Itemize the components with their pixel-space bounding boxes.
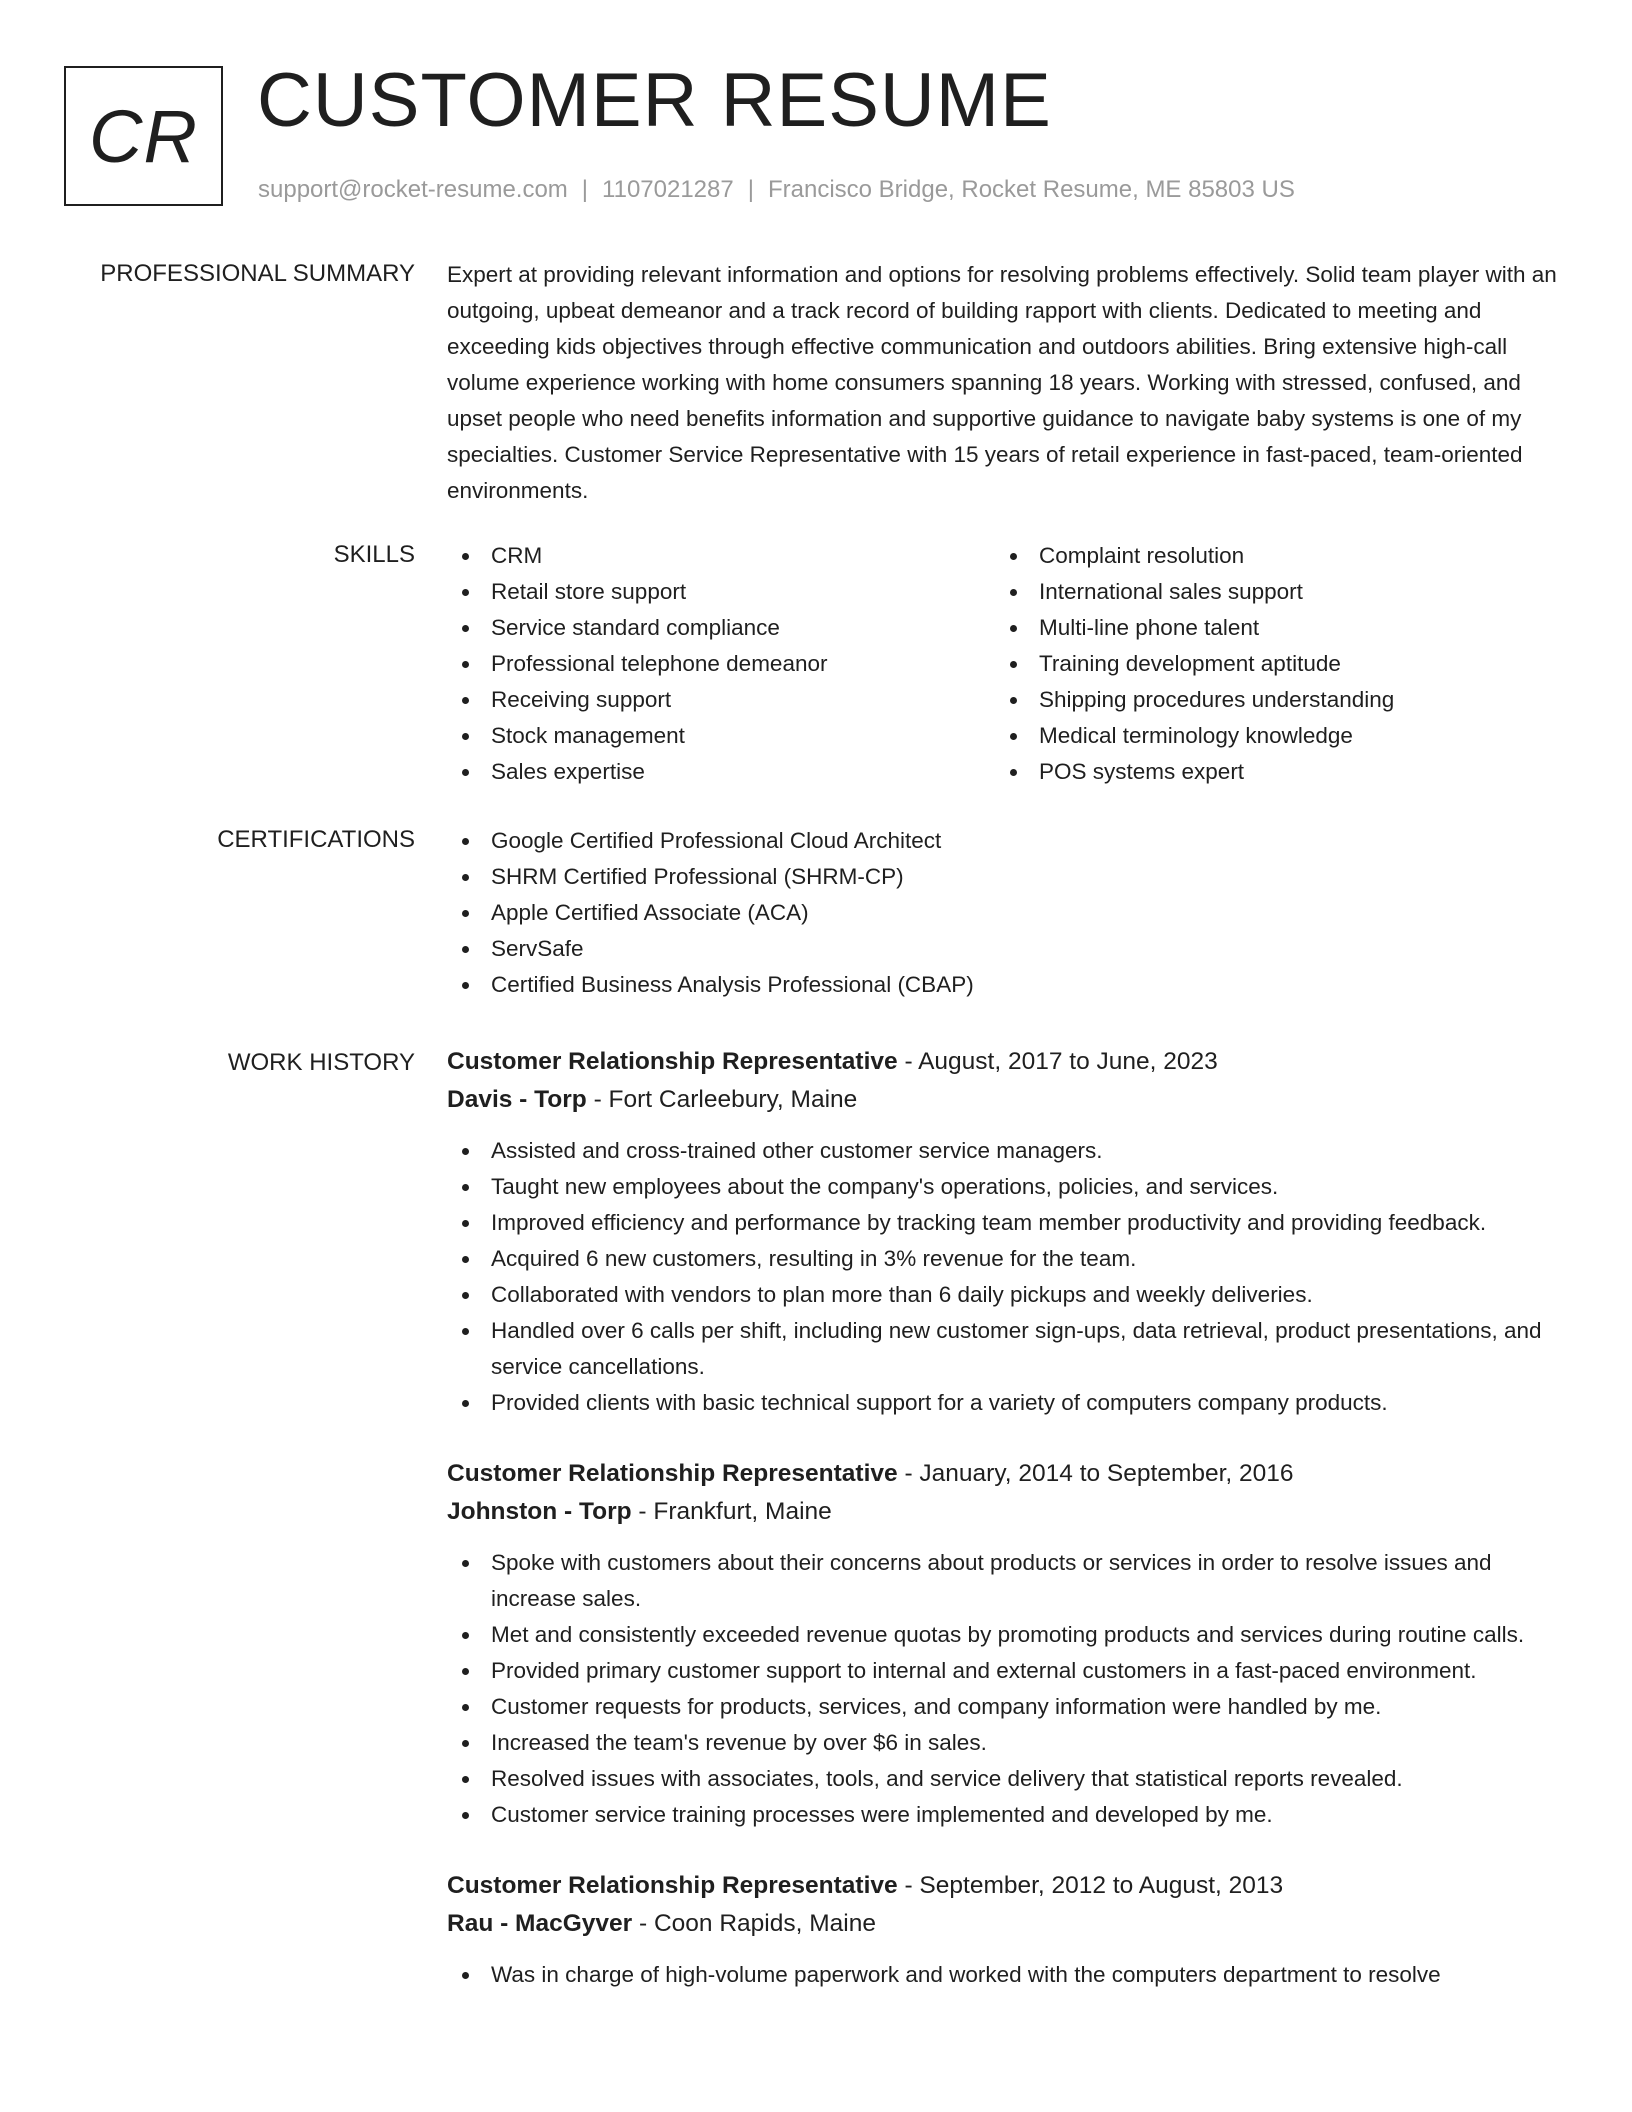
resume-name: CUSTOMER RESUME <box>257 58 1052 143</box>
job-duty-item: Assisted and cross-trained other customer service managers. <box>447 1133 1562 1169</box>
skill-item: Shipping procedures understanding <box>995 682 1543 718</box>
job-title-line <box>447 1043 1562 1081</box>
job-duty-item: Customer requests for products, services, and company information were handled by me. <box>447 1689 1562 1725</box>
skill-item: Stock management <box>447 718 995 754</box>
contact-address: Francisco Bridge, Rocket Resume, ME 85803 US <box>767 176 1295 203</box>
job-dates: - September, 2012 to August, 2013 <box>897 1872 1284 1899</box>
job-entry <box>447 1867 1562 1993</box>
job-duty-item: Provided primary customer support to internal and external customers in a fast-paced environment. <box>447 1653 1562 1689</box>
contact-phone: 1107021287 <box>602 176 734 203</box>
job-title: Customer Relationship Representative <box>447 1872 898 1899</box>
skills-section <box>447 538 1562 790</box>
job-company: Rau - MacGyver <box>447 1910 633 1937</box>
skill-item: Receiving support <box>447 682 995 718</box>
job-dates: - August, 2017 to June, 2023 <box>897 1048 1218 1075</box>
job-entry <box>447 1455 1562 1833</box>
skill-item: CRM <box>447 538 995 574</box>
certification-item: Google Certified Professional Cloud Architect <box>447 823 1562 859</box>
contact-email: support@rocket-resume.com <box>258 176 568 203</box>
skills-list-left <box>447 538 995 790</box>
job-duty-item: Spoke with customers about their concerns about products or services in order to resolve issues and increase sales. <box>447 1545 1562 1617</box>
job-duty-item: Customer service training processes were implemented and developed by me. <box>447 1797 1562 1833</box>
certifications-section <box>447 823 1562 1003</box>
summary-section <box>447 257 1562 509</box>
job-title: Customer Relationship Representative <box>447 1460 898 1487</box>
job-title-line <box>447 1867 1562 1905</box>
job-company: Davis - Torp <box>447 1086 587 1113</box>
skill-item: International sales support <box>995 574 1543 610</box>
job-duty-item: Increased the team's revenue by over $6 in sales. <box>447 1725 1562 1761</box>
job-company-line <box>447 1493 1562 1531</box>
work-history-section <box>447 1043 1562 2027</box>
job-title-line <box>447 1455 1562 1493</box>
skills-grid <box>447 538 1562 790</box>
job-location: - Frankfurt, Maine <box>631 1498 832 1525</box>
job-location: - Fort Carleebury, Maine <box>586 1086 858 1113</box>
skills-list-right <box>995 538 1543 790</box>
skill-item: Complaint resolution <box>995 538 1543 574</box>
job-duty-item: Collaborated with vendors to plan more than 6 daily pickups and weekly deliveries. <box>447 1277 1562 1313</box>
job-title: Customer Relationship Representative <box>447 1048 898 1075</box>
skill-item: Sales expertise <box>447 754 995 790</box>
contact-line <box>258 175 1295 205</box>
skill-item: Retail store support <box>447 574 995 610</box>
job-dates: - January, 2014 to September, 2016 <box>897 1460 1294 1487</box>
job-duty-item: Handled over 6 calls per shift, including new customer sign-ups, data retrieval, product presentations, and service cancellations. <box>447 1313 1562 1385</box>
certification-item: ServSafe <box>447 931 1562 967</box>
job-duty-item: Provided clients with basic technical support for a variety of computers company products. <box>447 1385 1562 1421</box>
contact-separator: | <box>747 176 754 203</box>
skill-item: POS systems expert <box>995 754 1543 790</box>
job-entry <box>447 1043 1562 1421</box>
job-duty-item: Improved efficiency and performance by tracking team member productivity and providing feedback. <box>447 1205 1562 1241</box>
summary-label: PROFESSIONAL SUMMARY <box>100 260 415 287</box>
job-company-line <box>447 1081 1562 1119</box>
job-company: Johnston - Torp <box>447 1498 632 1525</box>
job-duty-item: Taught new employees about the company's operations, policies, and services. <box>447 1169 1562 1205</box>
certifications-label: CERTIFICATIONS <box>217 826 415 853</box>
certification-item: Apple Certified Associate (ACA) <box>447 895 1562 931</box>
skill-item: Training development aptitude <box>995 646 1543 682</box>
monogram-logo: CR <box>64 66 223 206</box>
certifications-list <box>447 823 1562 1003</box>
skill-item: Multi-line phone talent <box>995 610 1543 646</box>
certification-item: SHRM Certified Professional (SHRM-CP) <box>447 859 1562 895</box>
job-company-line <box>447 1905 1562 1943</box>
certification-item: Certified Business Analysis Professional (CBAP) <box>447 967 1562 1003</box>
job-duty-item: Was in charge of high-volume paperwork and worked with the computers department to resolve <box>447 1957 1562 1993</box>
contact-separator: | <box>581 176 589 203</box>
job-duty-item: Met and consistently exceeded revenue quotas by promoting products and services during routine calls. <box>447 1617 1562 1653</box>
job-duties-list <box>447 1545 1562 1833</box>
skill-item: Professional telephone demeanor <box>447 646 995 682</box>
skills-label: SKILLS <box>333 541 415 568</box>
job-location: - Coon Rapids, Maine <box>632 1910 876 1937</box>
work-history-label: WORK HISTORY <box>227 1049 415 1076</box>
job-duties-list <box>447 1133 1562 1421</box>
job-duty-item: Resolved issues with associates, tools, and service delivery that statistical reports revealed. <box>447 1761 1562 1797</box>
skill-item: Service standard compliance <box>447 610 995 646</box>
skill-item: Medical terminology knowledge <box>995 718 1543 754</box>
job-duties-list <box>447 1957 1562 1993</box>
job-duty-item: Acquired 6 new customers, resulting in 3% revenue for the team. <box>447 1241 1562 1277</box>
summary-text: Expert at providing relevant information and options for resolving problems effectively. Solid team player with an outgoing, upbeat demeanor and a track record of building rapport with clients. Dedicated to meeting and exceeding kids objectives through effective communication and outdoors abilities. Bring extensive high-call volume experience working with home consumers spanning 18 years. Working with stressed, confused, and upset people who need benefits information and supportive guidance to navigate baby systems is one of my specialties. Customer Service Representative with 15 years of retail experience in fast-paced, team-oriented environments. <box>447 262 1557 503</box>
